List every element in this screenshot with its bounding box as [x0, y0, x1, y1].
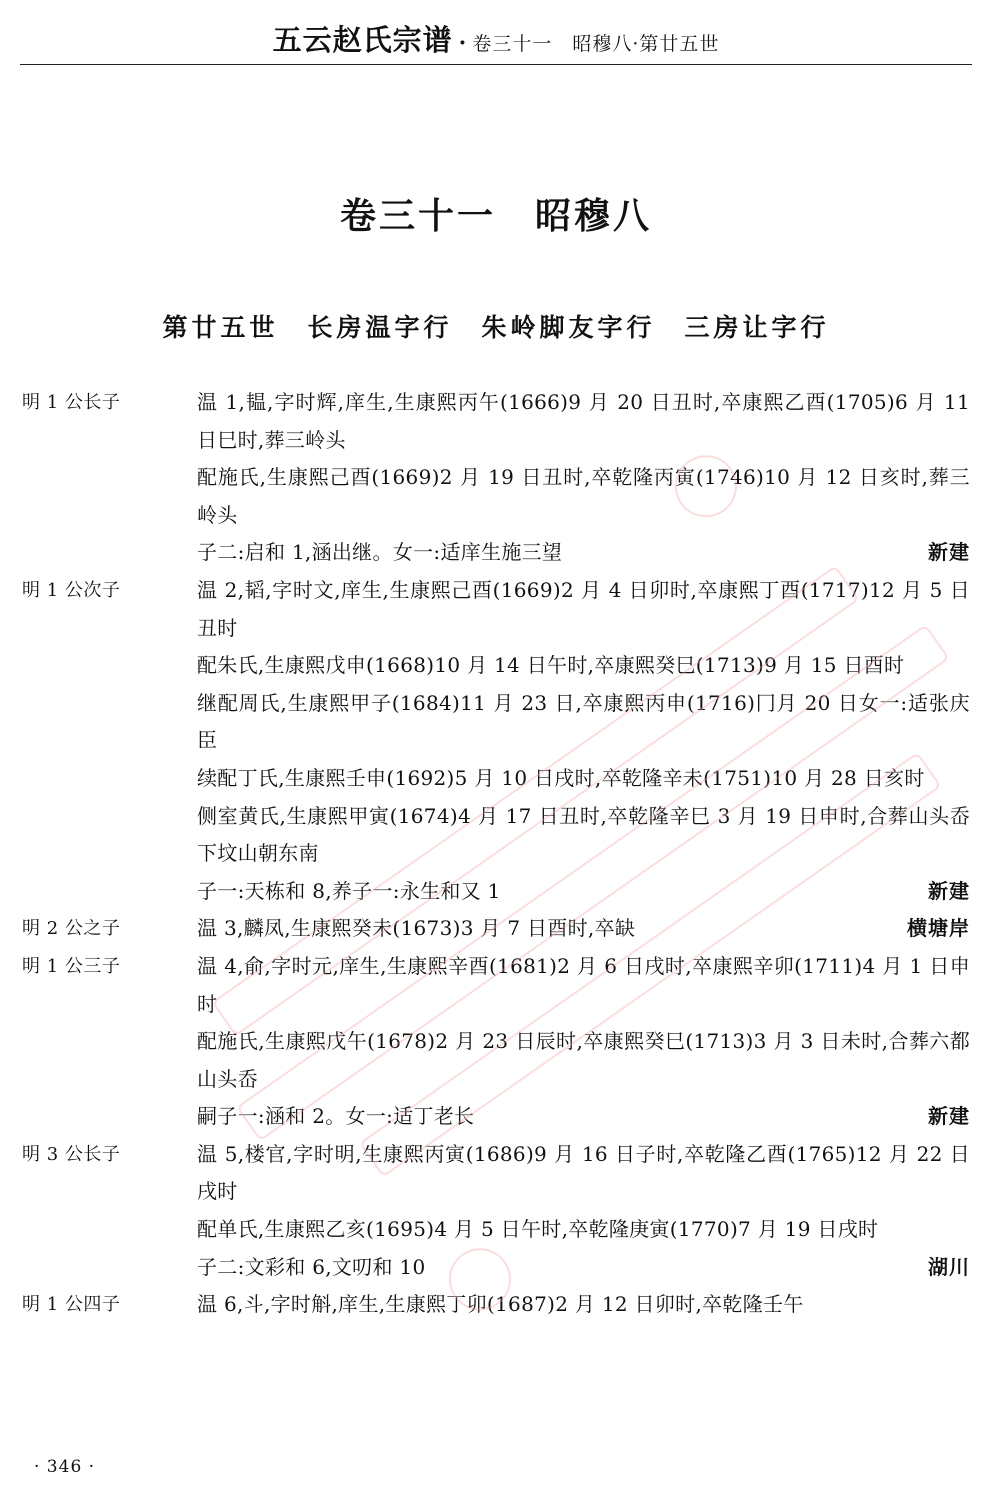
genealogy-entry: [0, 910, 992, 948]
entry-body: [197, 910, 970, 948]
entry-paragraph: 配单氏,生康熙乙亥(1695)4 月 5 日午时,卒乾隆庚寅(1770)7 月 19 日戌时: [197, 1217, 879, 1242]
entry-body: [197, 384, 970, 572]
entry-place: 新建: [928, 1104, 970, 1129]
entry-parent: 明 1 公长子: [22, 392, 121, 413]
entry-paragraph: 续配丁氏,生康熙壬申(1692)5 月 10 日戌时,卒乾隆辛未(1751)10 月 28 日亥时: [197, 765, 925, 790]
entry-place: 新建: [928, 540, 970, 565]
entry-children-row: [197, 1249, 970, 1287]
entry-paragraph: 温 1,韫,字时辉,庠生,生康熙丙午(1666)9 月 20 日丑时,卒康熙乙酉(1705)6 月 11 日巳时,葬三岭头: [197, 390, 970, 452]
entry-parent: 明 1 公四子: [22, 1294, 121, 1316]
entry-paragraph: 侧室黄氏,生康熙甲寅(1674)4 月 17 日丑时,卒乾隆辛巳 3 月 19 日申时,合葬山头岙下坟山朝东南: [197, 803, 970, 866]
entry-body: [197, 1286, 970, 1324]
genealogy-entry: [0, 572, 992, 910]
entry-body: [197, 1136, 970, 1286]
entry-children: 子二:文彩和 6,文叨和 10: [197, 1254, 426, 1279]
entry-children-row: [197, 873, 970, 911]
entry-paragraph: 温 4,俞,字时元,庠生,生康熙辛酉(1681)2 月 6 日戌时,卒康熙辛卯(1711)4 月 1 日申时: [197, 953, 970, 1016]
entry-paragraph: 继配周氏,生康熙甲子(1684)11 月 23 日,卒康熙丙申(1716)冂月 20 日女一:适张庆臣: [197, 690, 970, 753]
entry-children: 子一:天栋和 8,养子一:永生和又 1: [197, 878, 501, 903]
entry-children-row: [197, 534, 970, 572]
entry-children-row: [197, 910, 970, 948]
genealogy-entry: [0, 1286, 992, 1324]
genealogy-entry: [0, 1136, 992, 1286]
generation-title: 第廿五世 长房温字行 朱岭脚友字行 三房让字行: [162, 313, 830, 342]
entry-paragraph: 温 6,斗,字时斛,庠生,生康熙丁卯(1687)2 月 12 日卯时,卒乾隆壬午: [197, 1292, 804, 1317]
genealogy-entries: [0, 384, 992, 1324]
entry-paragraph: 配施氏,生康熙戊午(1678)2 月 23 日辰时,卒康熙癸巳(1713)3 月 3 日未时,合葬六都山头岙: [197, 1029, 970, 1091]
header-separator: ·: [458, 30, 467, 56]
entry-parent: 明 1 公三子: [22, 955, 121, 977]
entry-children: 嗣子一:涵和 2。女一:适丁老长: [197, 1104, 475, 1129]
entry-paragraph: 温 5,楼官,字时明,生康熙丙寅(1686)9 月 16 日子时,卒乾隆乙酉(1765)12 月 22 日戌时: [197, 1141, 970, 1204]
chapter-title: 卷三十一 昭穆八: [339, 195, 652, 237]
entry-body: [197, 572, 970, 910]
genealogy-entry: [0, 948, 992, 1136]
entry-paragraph: 配朱氏,生康熙戊申(1668)10 月 14 日午时,卒康熙癸巳(1713)9 月 15 日酉时: [197, 653, 905, 678]
entry-paragraph: 配施氏,生康熙己酉(1669)2 月 19 日丑时,卒乾隆丙寅(1746)10 月 12 日亥时,葬三岭头: [197, 465, 970, 527]
entry-parent: 明 3 公长子: [22, 1143, 121, 1165]
entry-place: 新建: [928, 878, 970, 903]
entry-parent: 明 1 公次子: [22, 579, 121, 601]
entry-parent: 明 2 公之子: [22, 918, 121, 940]
book-title: 五云赵氏宗谱: [272, 23, 453, 57]
entry-paragraph: 温 2,韬,字时文,庠生,生康熙己酉(1669)2 月 4 日卯时,卒康熙丁酉(1717)12 月 5 日丑时: [197, 577, 970, 640]
entry-children-row: [197, 1098, 970, 1136]
entry-place: 湖川: [928, 1254, 970, 1279]
entry-children: 子二:启和 1,涵出继。女一:适庠生施三望: [197, 540, 563, 565]
entry-children: 温 3,麟凤,生康熙癸未(1673)3 月 7 日酉时,卒缺: [197, 916, 636, 941]
genealogy-entry: [0, 384, 992, 572]
page-number: · 346 ·: [34, 1457, 96, 1477]
running-header: [20, 18, 972, 65]
entry-body: [197, 948, 970, 1136]
header-subtitle: 卷三十一 昭穆八·第廿五世: [472, 33, 720, 55]
entry-place: 横塘岸: [907, 916, 970, 941]
